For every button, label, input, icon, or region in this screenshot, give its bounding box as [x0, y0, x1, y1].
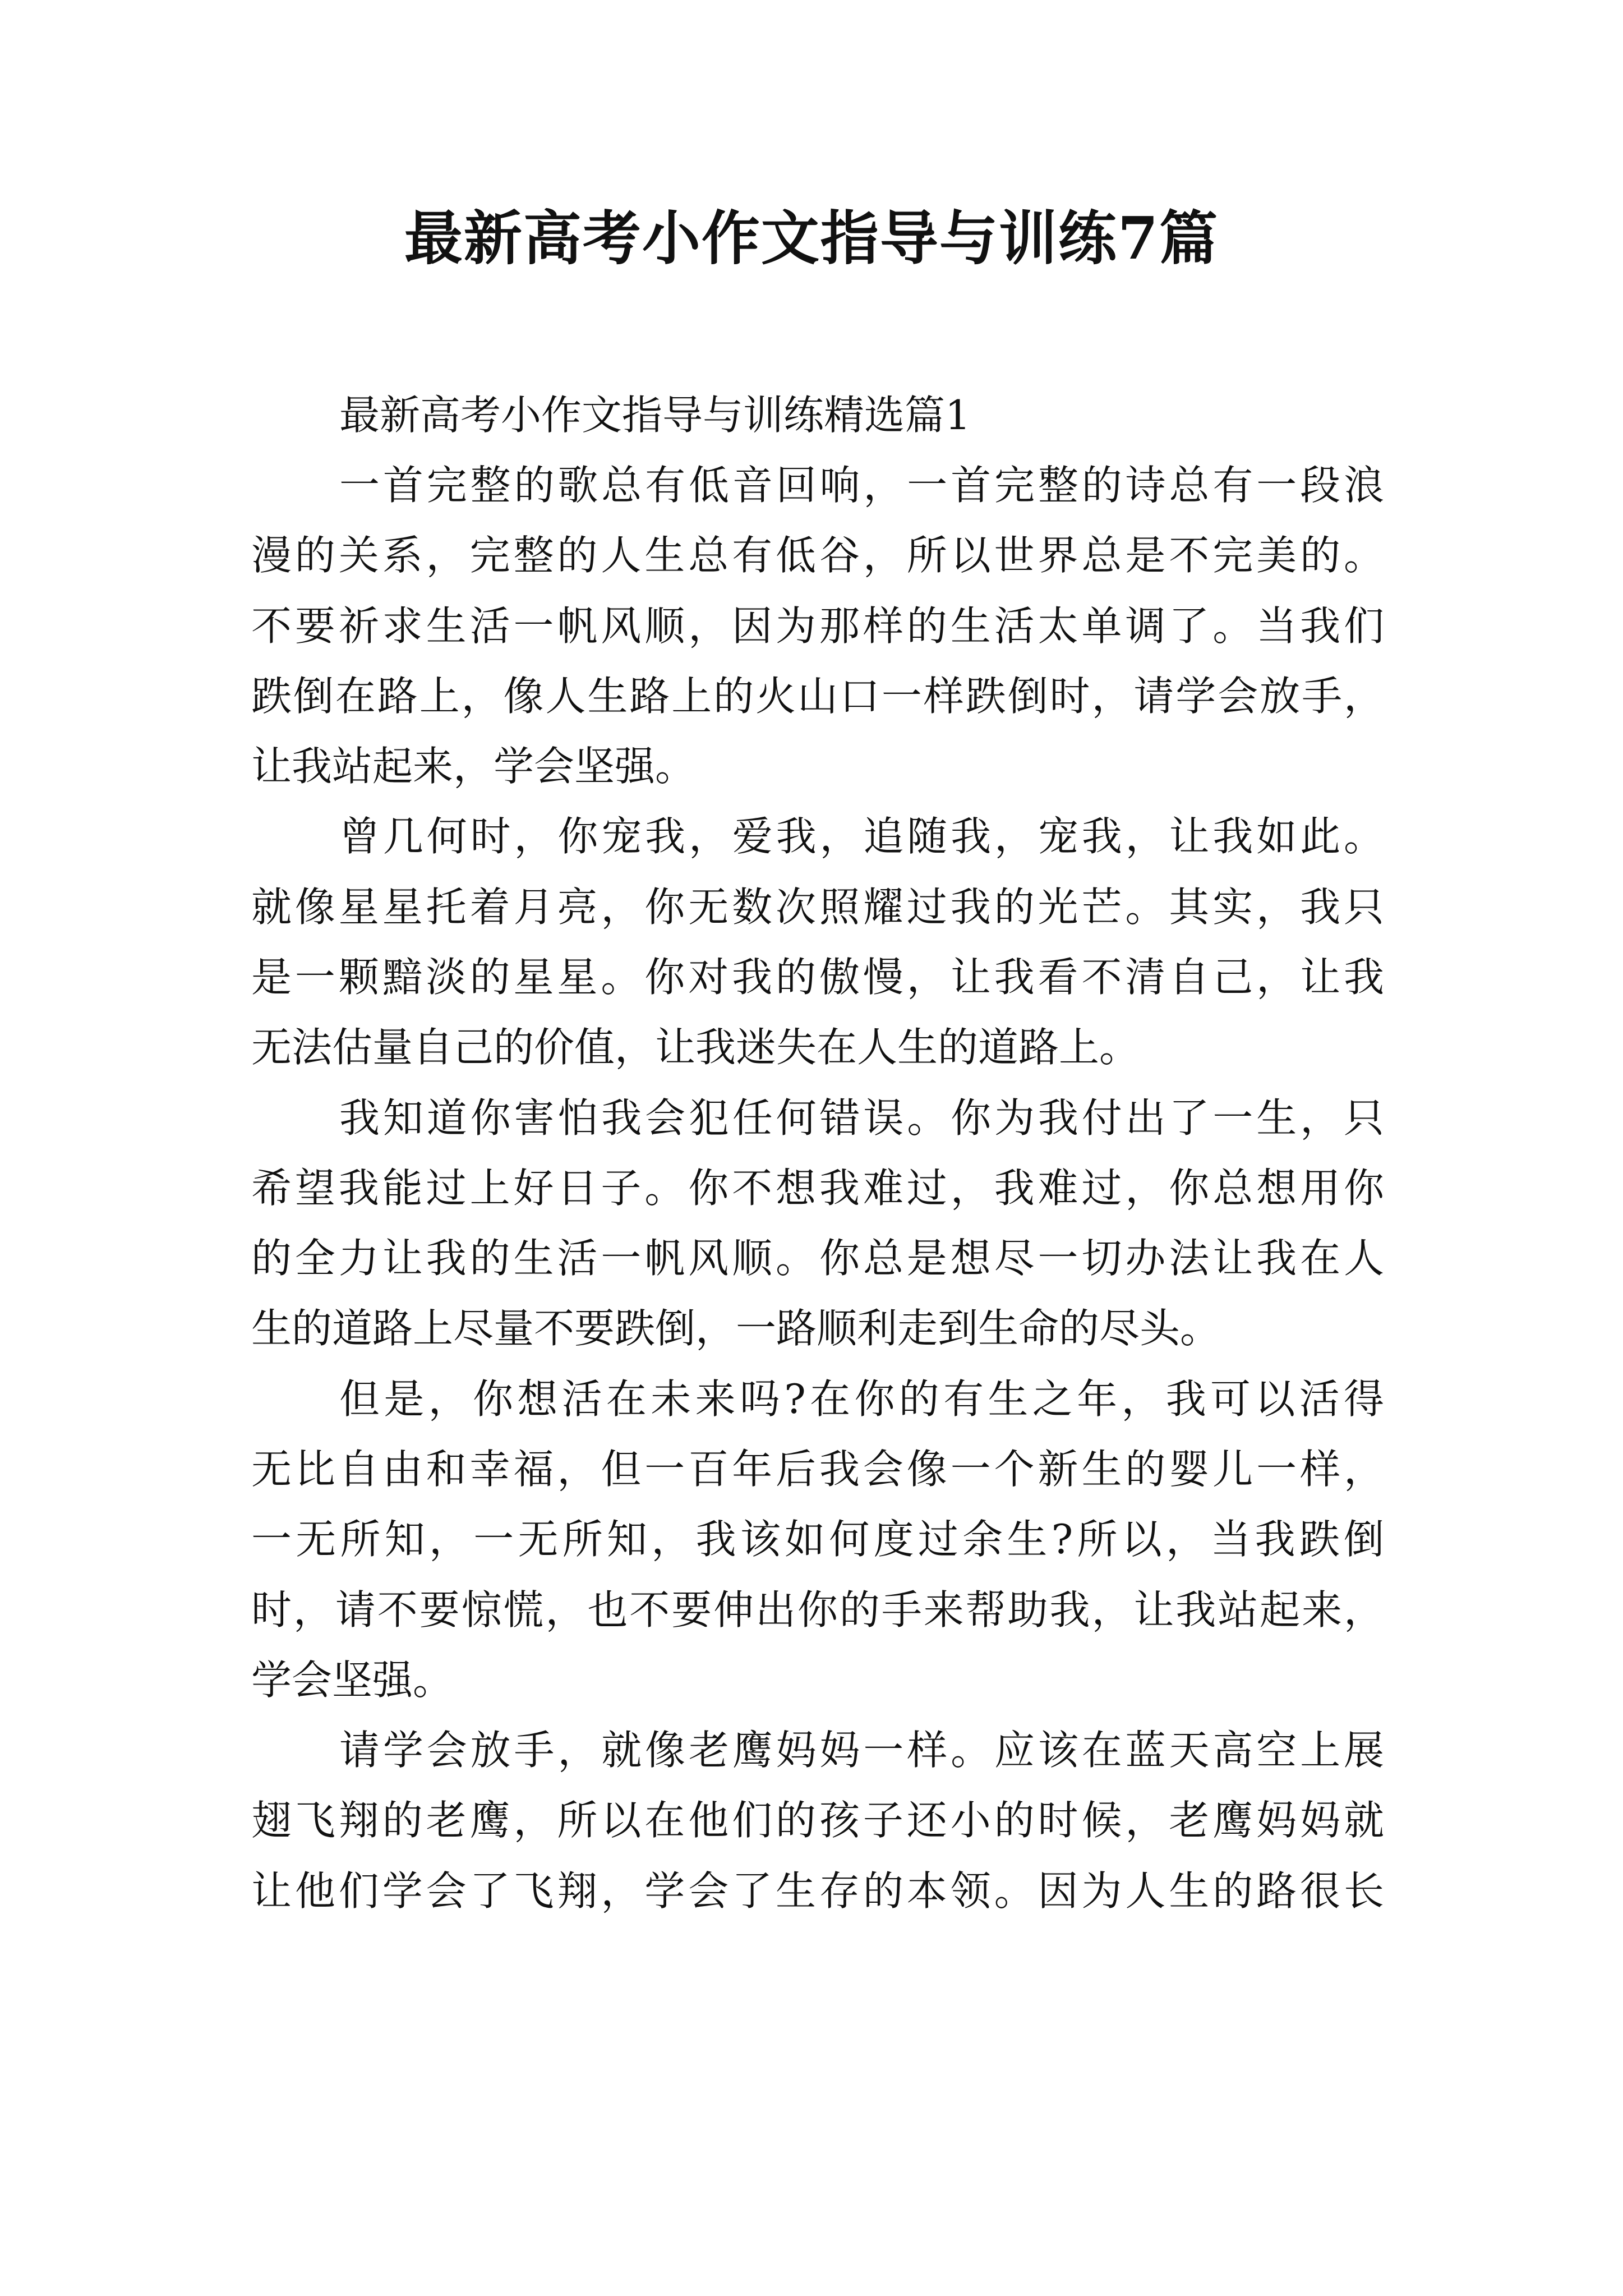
paragraph-line: 希望我能过上好日子。你不想我难过，我难过，你总想用你 — [251, 1165, 1384, 1212]
paragraph-line: 但是，你想活在未来吗?在你的有生之年，我可以活得 — [339, 1375, 1384, 1423]
paragraph-line: 我知道你害怕我会犯任何错误。你为我付出了一生，只 — [339, 1094, 1384, 1142]
paragraph-line: 是一颗黯淡的星星。你对我的傲慢，让我看不清自己，让我 — [251, 954, 1384, 1001]
paragraph-line: 一首完整的歌总有低音回响，一首完整的诗总有一段浪 — [339, 462, 1384, 509]
paragraph-line: 就像星星托着月亮，你无数次照耀过我的光芒。其实，我只 — [251, 884, 1384, 931]
section-heading: 最新高考小作文指导与训练精选篇1 — [339, 392, 971, 439]
paragraph-line: 一无所知，一无所知，我该如何度过余生?所以，当我跌倒 — [251, 1516, 1384, 1563]
paragraph-line: 让我站起来，学会坚强。 — [251, 743, 696, 790]
paragraph-line: 曾几何时，你宠我，爱我，追随我，宠我，让我如此。 — [339, 813, 1384, 860]
paragraph-line: 学会坚强。 — [251, 1657, 454, 1704]
paragraph-line: 无比自由和幸福，但一百年后我会像一个新生的婴儿一样， — [251, 1446, 1384, 1493]
paragraph-line: 翅飞翔的老鹰，所以在他们的孩子还小的时候，老鹰妈妈就 — [251, 1797, 1384, 1844]
paragraph-line: 漫的关系，完整的人生总有低谷，所以世界总是不完美的。 — [251, 532, 1384, 579]
paragraph-line: 请学会放手，就像老鹰妈妈一样。应该在蓝天高空上展 — [339, 1727, 1384, 1774]
paragraph-line: 生的道路上尽量不要跌倒，一路顺利走到生命的尽头。 — [251, 1305, 1221, 1352]
paragraph-line: 时，请不要惊慌，也不要伸出你的手来帮助我，让我站起来， — [251, 1586, 1384, 1634]
paragraph-line: 的全力让我的生活一帆风顺。你总是想尽一切办法让我在人 — [251, 1235, 1384, 1282]
paragraph-line: 让他们学会了飞翔，学会了生存的本领。因为人生的路很长 — [251, 1867, 1384, 1915]
document-title: 最新高考小作文指导与训练7篇 — [404, 204, 1219, 273]
paragraph-line: 不要祈求生活一帆风顺，因为那样的生活太单调了。当我们 — [251, 602, 1384, 650]
paragraph-line: 无法估量自己的价值，让我迷失在人生的道路上。 — [251, 1024, 1140, 1071]
paragraph-line: 跌倒在路上，像人生路上的火山口一样跌倒时，请学会放手， — [251, 673, 1384, 720]
